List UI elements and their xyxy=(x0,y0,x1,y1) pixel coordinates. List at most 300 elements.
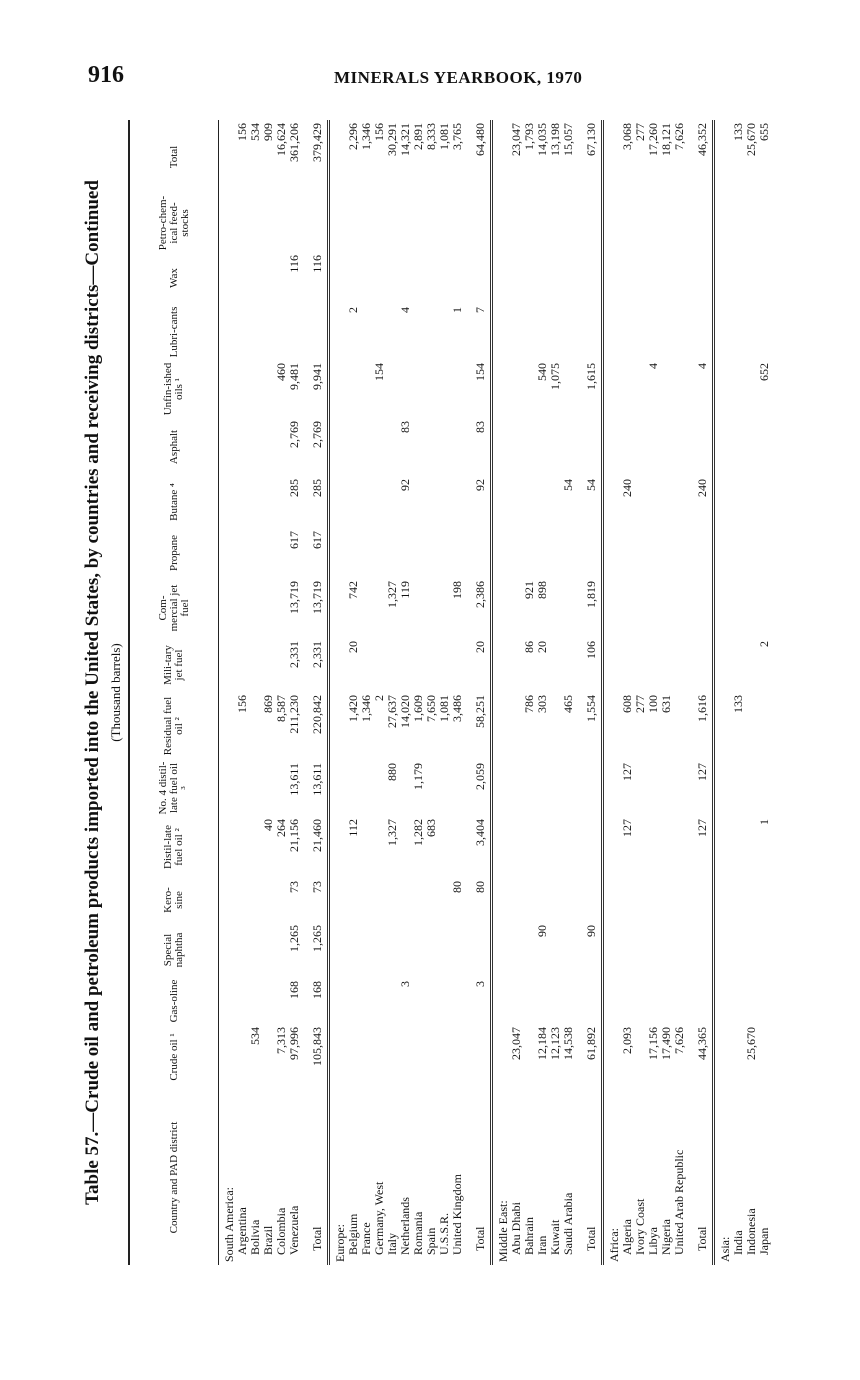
table-cell xyxy=(634,638,647,692)
column-header: Wax xyxy=(129,252,219,304)
table-cell: 13,198 xyxy=(548,123,562,156)
country-label: Brazil xyxy=(261,1225,275,1255)
table-cell: 7,626 xyxy=(672,123,686,150)
table-cell: 127 xyxy=(620,763,634,781)
table-cell: 4 xyxy=(398,307,412,313)
table-cell xyxy=(523,878,536,922)
table-cell xyxy=(451,528,464,578)
column-header-country: Country and PAD district xyxy=(129,1090,219,1265)
table-body xyxy=(219,120,772,1265)
table-cell xyxy=(758,418,771,476)
table-cell: 80 xyxy=(450,881,464,893)
table-cell: 285 xyxy=(301,476,329,528)
table-cell xyxy=(386,528,399,578)
table-cell xyxy=(425,1024,438,1090)
column-header: Butane ⁴ xyxy=(129,476,219,528)
table-cell xyxy=(523,418,536,476)
table-cell xyxy=(745,304,758,360)
table-cell xyxy=(360,638,373,692)
running-head: MINERALS YEARBOOK, 1970 xyxy=(334,68,583,87)
table-cell xyxy=(673,476,686,528)
table-cell: 106 xyxy=(575,638,603,692)
table-row xyxy=(562,120,575,1265)
table-cell: 92 xyxy=(464,476,492,528)
table-cell xyxy=(399,360,412,418)
table-cell xyxy=(262,476,275,528)
table-cell xyxy=(386,1024,399,1090)
table-cell xyxy=(236,816,249,878)
region-row xyxy=(329,120,348,1265)
table-cell: 460 xyxy=(274,363,288,381)
country-label: Iran xyxy=(535,1235,549,1255)
table-cell xyxy=(660,528,673,578)
table-cell xyxy=(549,760,562,816)
table-cell: 58,251 xyxy=(464,692,492,760)
table-row xyxy=(745,120,758,1265)
table-cell xyxy=(249,418,262,476)
table-cell: 1,282 xyxy=(411,819,425,846)
table-cell xyxy=(673,878,686,922)
table-cell xyxy=(562,760,575,816)
country-label: Belgium xyxy=(346,1213,360,1255)
table-cell xyxy=(262,922,275,978)
table-cell: 12,184 xyxy=(535,1027,549,1060)
table-cell: 9,481 xyxy=(287,363,301,390)
table-cell xyxy=(236,978,249,1024)
column-header: Special naphtha xyxy=(129,922,219,978)
table-cell xyxy=(249,638,262,692)
table-cell xyxy=(732,528,745,578)
table-cell: 44,365 xyxy=(686,1024,714,1090)
table-cell xyxy=(562,578,575,638)
table-cell xyxy=(236,638,249,692)
table-cell: 156 xyxy=(235,695,249,713)
table-cell xyxy=(360,578,373,638)
table-cell: 303 xyxy=(535,695,549,713)
table-cell xyxy=(758,252,771,304)
table-cell: 21,156 xyxy=(287,819,301,852)
table-cell xyxy=(660,878,673,922)
table-row xyxy=(510,120,523,1265)
table-cell: 465 xyxy=(561,695,575,713)
table-cell xyxy=(732,418,745,476)
table-cell xyxy=(634,476,647,528)
table-cell xyxy=(464,194,492,252)
table-cell xyxy=(510,816,523,878)
table-row xyxy=(386,120,399,1265)
table-cell xyxy=(575,978,603,1024)
table-cell: 4 xyxy=(686,360,714,418)
table-cell: 683 xyxy=(424,819,438,837)
country-label: Romania xyxy=(411,1211,425,1255)
table-cell xyxy=(549,578,562,638)
column-header: Total xyxy=(129,120,219,194)
table-cell: 7 xyxy=(464,304,492,360)
table-cell xyxy=(412,252,425,304)
table-cell xyxy=(373,1024,386,1090)
table-cell xyxy=(347,418,360,476)
table-cell xyxy=(412,638,425,692)
table-cell xyxy=(262,304,275,360)
country-label: Netherlands xyxy=(398,1197,412,1255)
table-cell xyxy=(575,418,603,476)
table-cell xyxy=(686,304,714,360)
table-cell: 90 xyxy=(535,925,549,937)
region-row xyxy=(714,120,733,1265)
table-cell xyxy=(249,578,262,638)
table-cell xyxy=(660,252,673,304)
table-cell xyxy=(451,252,464,304)
table-cell xyxy=(249,978,262,1024)
table-cell xyxy=(549,528,562,578)
table-cell xyxy=(236,304,249,360)
table-cell xyxy=(732,578,745,638)
table-cell xyxy=(373,638,386,692)
table-cell xyxy=(275,194,288,252)
table-cell xyxy=(647,638,660,692)
table-cell xyxy=(373,878,386,922)
table-cell xyxy=(732,978,745,1024)
country-label: U.S.S.R. xyxy=(437,1212,451,1255)
table-cell xyxy=(510,978,523,1024)
table-cell xyxy=(647,304,660,360)
table-cell xyxy=(536,528,549,578)
table-cell xyxy=(732,878,745,922)
table-cell: 13,719 xyxy=(301,578,329,638)
data-table xyxy=(128,120,771,1265)
table-cell xyxy=(758,194,771,252)
table-cell xyxy=(510,360,523,418)
table-cell: 1,081 xyxy=(437,695,451,722)
table-cell xyxy=(562,816,575,878)
column-header: Gas-oline xyxy=(129,978,219,1024)
table-cell xyxy=(634,922,647,978)
table-cell xyxy=(347,1024,360,1090)
table-cell: 127 xyxy=(686,760,714,816)
table-cell xyxy=(425,304,438,360)
table-cell xyxy=(647,194,660,252)
table-cell xyxy=(562,528,575,578)
table-cell: 655 xyxy=(757,123,771,141)
table-cell xyxy=(438,194,451,252)
table-cell xyxy=(236,578,249,638)
table-cell xyxy=(562,978,575,1024)
table-cell xyxy=(673,194,686,252)
table-cell: 154 xyxy=(464,360,492,418)
page-number: 916 xyxy=(88,62,124,88)
table-cell xyxy=(451,360,464,418)
table-row xyxy=(412,120,425,1265)
table-cell: 1,265 xyxy=(287,925,301,952)
table-cell xyxy=(425,578,438,638)
table-cell xyxy=(386,878,399,922)
table-cell xyxy=(425,878,438,922)
table-cell: 13,611 xyxy=(287,763,301,796)
table-cell xyxy=(523,252,536,304)
table-cell: 652 xyxy=(757,363,771,381)
table-row xyxy=(634,120,647,1265)
table-cell: 80 xyxy=(464,878,492,922)
table-cell xyxy=(634,878,647,922)
table-title: Table 57.—Crude oil and petroleum products imported into the United States, by countries and receiving districts—Continued xyxy=(82,180,103,1205)
country-label: Argentina xyxy=(235,1207,249,1255)
table-cell xyxy=(373,528,386,578)
table-cell xyxy=(621,252,634,304)
table-cell: 1,615 xyxy=(575,360,603,418)
table-cell xyxy=(249,194,262,252)
table-cell xyxy=(425,528,438,578)
table-cell xyxy=(451,816,464,878)
table-cell xyxy=(758,922,771,978)
table-cell: 2,331 xyxy=(301,638,329,692)
table-cell xyxy=(536,816,549,878)
country-label: United Arab Republic xyxy=(672,1149,686,1255)
table-cell xyxy=(360,476,373,528)
table-cell xyxy=(236,252,249,304)
total-label: Total xyxy=(686,1090,714,1265)
table-cell: 3,765 xyxy=(450,123,464,150)
table-cell xyxy=(647,528,660,578)
table-row xyxy=(360,120,373,1265)
table-cell xyxy=(412,1024,425,1090)
table-cell xyxy=(399,252,412,304)
table-cell: 1,179 xyxy=(411,763,425,790)
table-cell: 119 xyxy=(398,581,412,599)
table-cell: 2,386 xyxy=(464,578,492,638)
table-cell: 15,057 xyxy=(561,123,575,156)
table-cell xyxy=(288,304,301,360)
table-cell xyxy=(412,476,425,528)
table-cell xyxy=(732,638,745,692)
table-cell xyxy=(347,922,360,978)
table-cell xyxy=(732,304,745,360)
table-cell: 898 xyxy=(535,581,549,599)
country-label: Bolivia xyxy=(248,1219,262,1255)
table-cell xyxy=(523,476,536,528)
table-cell xyxy=(549,252,562,304)
table-cell xyxy=(732,476,745,528)
column-header: Com-mercial jet fuel xyxy=(129,578,219,638)
total-label: Total xyxy=(301,1090,329,1265)
table-cell: 240 xyxy=(620,479,634,497)
table-cell xyxy=(660,922,673,978)
table-cell: 617 xyxy=(301,528,329,578)
table-cell: 64,480 xyxy=(464,120,492,194)
table-cell xyxy=(510,418,523,476)
table-cell xyxy=(634,760,647,816)
total-label: Total xyxy=(575,1090,603,1265)
header-row xyxy=(129,120,219,1265)
table-cell xyxy=(399,878,412,922)
table-cell xyxy=(660,760,673,816)
table-cell: 25,670 xyxy=(744,1027,758,1060)
table-cell xyxy=(347,194,360,252)
table-cell xyxy=(275,304,288,360)
table-cell xyxy=(562,922,575,978)
table-cell xyxy=(373,304,386,360)
table-cell xyxy=(451,638,464,692)
table-cell xyxy=(301,194,329,252)
table-cell xyxy=(249,476,262,528)
country-label: Bahrain xyxy=(522,1217,536,1255)
table-cell: 73 xyxy=(287,881,301,893)
country-label: Saudi Arabia xyxy=(561,1192,575,1255)
table-cell xyxy=(360,304,373,360)
table-cell xyxy=(510,476,523,528)
table-cell xyxy=(536,760,549,816)
table-cell: 116 xyxy=(301,252,329,304)
table-cell: 100 xyxy=(646,695,660,713)
table-cell xyxy=(758,1024,771,1090)
table-cell xyxy=(562,252,575,304)
region-label: South America: xyxy=(222,1187,236,1262)
table-cell xyxy=(758,476,771,528)
table-cell xyxy=(745,194,758,252)
table-cell xyxy=(660,978,673,1024)
table-cell xyxy=(510,760,523,816)
table-cell: 2,891 xyxy=(411,123,425,150)
table-cell: 1,819 xyxy=(575,578,603,638)
table-cell xyxy=(549,638,562,692)
table-cell xyxy=(745,578,758,638)
table-cell xyxy=(373,476,386,528)
table-row xyxy=(425,120,438,1265)
table-cell xyxy=(673,418,686,476)
table-cell: 240 xyxy=(686,476,714,528)
table-cell: 23,047 xyxy=(509,123,523,156)
table-cell xyxy=(249,922,262,978)
table-cell: 127 xyxy=(686,816,714,878)
table-cell xyxy=(686,418,714,476)
table-cell xyxy=(236,528,249,578)
table-row xyxy=(523,120,536,1265)
table-cell xyxy=(647,578,660,638)
region-row xyxy=(492,120,511,1265)
table-cell: 2 xyxy=(346,307,360,313)
table-cell: 90 xyxy=(575,922,603,978)
table-cell: 54 xyxy=(575,476,603,528)
table-cell: 2,059 xyxy=(464,760,492,816)
table-cell xyxy=(673,528,686,578)
table-cell xyxy=(262,194,275,252)
table-cell xyxy=(262,578,275,638)
table-cell xyxy=(425,360,438,418)
country-label: Spain xyxy=(424,1227,438,1255)
table-cell: 13,611 xyxy=(301,760,329,816)
table-cell xyxy=(634,578,647,638)
table-cell xyxy=(262,978,275,1024)
table-cell xyxy=(673,922,686,978)
table-cell xyxy=(425,760,438,816)
table-cell: 540 xyxy=(535,363,549,381)
table-cell xyxy=(386,922,399,978)
table-cell xyxy=(262,638,275,692)
table-cell: 1,075 xyxy=(548,363,562,390)
column-header: No. 4 distil-late fuel oil ³ xyxy=(129,760,219,816)
table-cell xyxy=(621,418,634,476)
table-cell xyxy=(360,878,373,922)
table-cell xyxy=(575,760,603,816)
table-cell xyxy=(647,978,660,1024)
table-cell xyxy=(360,816,373,878)
table-cell xyxy=(262,760,275,816)
table-cell xyxy=(686,528,714,578)
table-cell xyxy=(347,528,360,578)
table-cell: 40 xyxy=(261,819,275,831)
table-cell xyxy=(464,528,492,578)
table-cell xyxy=(621,304,634,360)
country-label: Nigeria xyxy=(659,1219,673,1255)
table-cell xyxy=(686,578,714,638)
table-cell xyxy=(438,978,451,1024)
table-cell: 20 xyxy=(464,638,492,692)
table-cell xyxy=(425,194,438,252)
table-cell xyxy=(523,978,536,1024)
table-cell xyxy=(360,194,373,252)
table-cell xyxy=(451,418,464,476)
table-cell: 133 xyxy=(731,123,745,141)
table-cell: 2,331 xyxy=(287,641,301,668)
table-cell: 2,769 xyxy=(287,421,301,448)
table-cell xyxy=(660,360,673,418)
column-header: Asphalt xyxy=(129,418,219,476)
table-cell xyxy=(412,978,425,1024)
column-header: Propane xyxy=(129,528,219,578)
table-cell xyxy=(464,1024,492,1090)
table-cell: 18,121 xyxy=(659,123,673,156)
table-cell xyxy=(686,194,714,252)
table-cell: 7,313 xyxy=(274,1027,288,1054)
total-row xyxy=(575,120,603,1265)
table-cell xyxy=(745,476,758,528)
table-cell: 617 xyxy=(287,531,301,549)
table-cell xyxy=(536,878,549,922)
table-cell xyxy=(536,418,549,476)
column-header: Unfin-ished oils ¹ xyxy=(129,360,219,418)
table-cell xyxy=(660,476,673,528)
table-cell xyxy=(634,194,647,252)
table-cell xyxy=(399,638,412,692)
table-cell: 534 xyxy=(248,1027,262,1045)
table-cell xyxy=(412,578,425,638)
column-header: Residual fuel oil ² xyxy=(129,692,219,760)
table-cell: 220,842 xyxy=(301,692,329,760)
table-cell: 1,420 xyxy=(346,695,360,722)
total-row xyxy=(464,120,492,1265)
table-cell: 8,333 xyxy=(424,123,438,150)
table-cell xyxy=(549,194,562,252)
table-cell xyxy=(732,922,745,978)
table-cell xyxy=(575,878,603,922)
table-cell xyxy=(673,252,686,304)
table-cell: 3,068 xyxy=(620,123,634,150)
table-cell xyxy=(262,418,275,476)
table-cell xyxy=(399,922,412,978)
table-cell xyxy=(647,878,660,922)
table-cell xyxy=(399,1024,412,1090)
table-cell: 608 xyxy=(620,695,634,713)
table-cell xyxy=(412,418,425,476)
table-cell xyxy=(451,194,464,252)
table-row xyxy=(249,120,262,1265)
table-cell xyxy=(373,194,386,252)
table-cell: 379,429 xyxy=(301,120,329,194)
table-cell xyxy=(575,528,603,578)
table-cell xyxy=(647,252,660,304)
table-cell xyxy=(523,194,536,252)
table-cell xyxy=(562,638,575,692)
table-cell xyxy=(236,922,249,978)
